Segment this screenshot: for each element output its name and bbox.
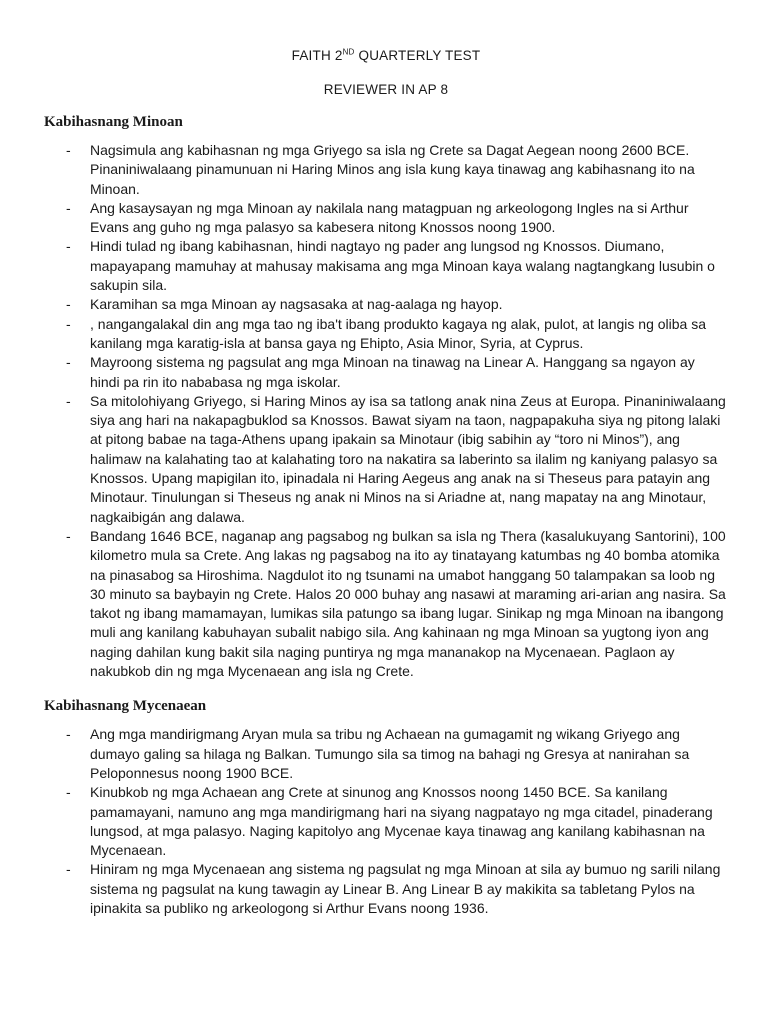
bullet-dash: - [66,726,71,743]
list-item-text: Nagsimula ang kabihasnan ng mga Griyego sa isla ng Crete sa Dagat Aegean noong 2600 BCE. Pinaniniwalaang pinamunuan ni Haring Minos ang isla kung kaya tinawag ang kabihasnang ito na Minoan. [90,142,695,197]
bullet-dash: - [66,315,71,332]
list-item-text: Hindi tulad ng ibang kabihasnan, hindi nagtayo ng pader ang lungsod ng Knossos. Diumano, mapayapang mamuhay at mahusay makisama ang mga Minoan kaya walang nagtangkang lusubin o sakupin sila. [90,238,715,294]
bullet-dash: - [66,142,71,158]
list-item [44,783,728,860]
list-item-text: Karamihan sa mga Minoan ay nagsasaka at nag-aalaga ng hayop. [90,296,503,313]
list-item [44,527,728,681]
list-item [44,860,728,918]
mycenaean-list [44,725,728,918]
list-item-text: Bandang 1646 BCE, naganap ang pagsabog ng bulkan sa isla ng Thera (kasalukuyang Santorini), 100 kilometro mula sa Crete. Ang lakas ng pagsabog na ito ay tinatayang katumbas ng 40 bomba atomika na pinasabog sa Hiroshima. Nagdulot ito ng tsunami na umabot hanggang 50 talampakan sa loob ng 30 minuto sa baybayin ng Crete. Halos 20 000 buhay ang nasawi at maraming ari-arian ang nasira. Sa takot ng ibang mamamayan, lumikas sila patungo sa ibang lugar. Sinikap ng mga Minoan na ibangong muli ang kanilang kabuhayan subalit nabigo sila. Ang kahinaan ng mga Minoan sa yugtong iyon ang naging dahilan kung bakit sila naging puntirya ng mga mananakop na Mycenaean. Paglaon ay nakubkob din ng mga Mycenaean ang isla ng Crete. [90,527,726,680]
document-title [44,0,728,65]
list-item-text: Hiniram ng mga Mycenaean ang sistema ng pagsulat ng mga Minoan at sila ay bumuo ng sarili nilang sistema ng pagsulat na kung tawagin ay Linear B. Ang Linear B ay makikita sa tabletang Pylos na ipinakita sa publiko ng arkeologong si Arthur Evans noong 1936. [90,861,721,916]
title-text-end: QUARTERLY TEST [354,48,481,63]
list-item-text: Ang mga mandirigmang Aryan mula sa tribu ng Achaean na gumagamit ng wikang Griyego ang dumayo galing sa hilaga ng Balkan. Tumungo sila sa timog na bahagi ng Gresya at nanirahan sa Peloponnesus noong 1900 BCE. [90,726,690,781]
section-heading-minoan: Kabihasnang Minoan [44,114,183,130]
list-item [44,141,728,199]
bullet-dash: - [66,392,71,409]
list-item [44,295,728,314]
bullet-dash: - [66,199,71,216]
title-text: FAITH 2 [291,48,343,63]
list-item [44,353,728,392]
list-item-text: Mayroong sistema ng pagsulat ang mga Minoan na tinawag na Linear A. Hanggang sa ngayon ay hindi pa rin ito nababasa ng mga iskolar. [90,354,695,390]
list-item [44,392,728,527]
list-item [44,199,728,238]
bullet-dash: - [66,527,71,544]
list-item [44,725,728,783]
list-item [44,237,728,295]
list-item-text: Kinubkob ng mga Achaean ang Crete at sinunog ang Knossos noong 1450 BCE. Sa kanilang pamamayani, namuno ang mga mandirigmang hari na siyang nagpatayo ng mga citadel, pinaderang lungsod, at mga palasyo. Naging kapitolyo ang Mycenae kaya tinawag ang kanilang kabihasnan na Mycenaean. [90,784,713,859]
bullet-dash: - [66,296,71,313]
title-ordinal-suffix: ND [342,47,355,57]
bullet-dash: - [66,354,71,371]
list-item-text: Sa mitolohiyang Griyego, si Haring Minos ay isa sa tatlong anak nina Zeus at Europa. Pinaniniwalaang siya ang hari na nakapagbuklod sa Knossos. Bawat siyam na taon, nagpapakuha siya ng pitong lalaki at pitong babae na taga-Athens upang ipakain sa Minotaur (ibig sabihin ay “toro ni Minos”), ang halimaw na kalahating tao at kalahating toro na nakatira sa laberinto sa ilalim ng kaniyang palasyo sa Knossos. Upang mapigilan ito, ipinadala ni Haring Aegeus ang anak na si Theseus para patayin ang Minotaur. Tinulungan si Theseus ng anak ni Minos na si Ariadne at, nang mapatay na ang Minotaur, nagkaibigán ang dalawa. [90,392,726,525]
minoan-list [44,141,728,681]
list-item-text: Ang kasaysayan ng mga Minoan ay nakilala nang matagpuan ng arkeologong Ingles na si Arthur Evans ang guho ng mga palasyo sa kabesera nitong Knossos noong 1900. [90,199,689,236]
bullet-dash: - [66,861,71,878]
list-item-text: , nangangalakal din ang mga tao ng iba't ibang produkto kagaya ng alak, pulot, at langis ng oliba sa kanilang mga karatig-isla at bansa gaya ng Ehipto, Asia Minor, Syria, at Cyprus. [90,315,707,351]
section-heading-mycenaean: Kabihasnang Mycenaean [44,698,207,715]
list-item [44,315,728,354]
bullet-dash: - [66,238,71,255]
document-subtitle: REVIEWER IN AP 8 [323,82,449,97]
bullet-dash: - [66,784,71,801]
